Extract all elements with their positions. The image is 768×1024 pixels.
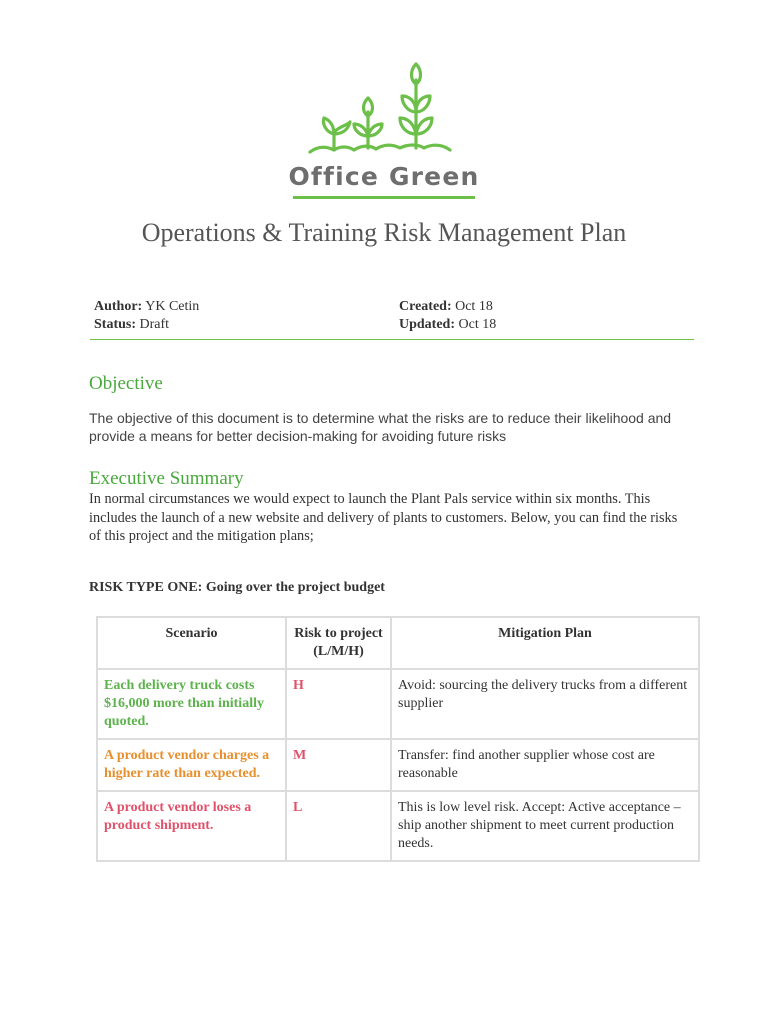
meta-right <box>399 298 496 334</box>
document-title: Operations & Training Risk Management Plan <box>141 218 627 247</box>
risk-table <box>96 616 700 862</box>
meta-divider <box>90 339 694 340</box>
header-scenario: Scenario <box>97 617 286 669</box>
table-header-row <box>97 617 699 669</box>
risk-level-cell: H <box>286 669 391 739</box>
logo-wordmark: Office Green <box>288 162 480 191</box>
risk-type-description: Going over the project budget <box>205 580 385 595</box>
risk-level-cell: M <box>286 739 391 791</box>
mitigation-cell: Avoid: sourcing the delivery trucks from a different supplier <box>391 669 699 739</box>
scenario-cell: Each delivery truck costs $16,000 more than initially quoted. <box>97 669 286 739</box>
table-row <box>97 791 699 861</box>
objective-text: The objective of this document is to determine what the risks are to reduce their likelihood and provide a means for better decision-making for avoiding future risks <box>89 410 672 444</box>
table-row <box>97 669 699 739</box>
scenario-cell: A product vendor charges a higher rate than expected. <box>97 739 286 791</box>
author-value: YK Cetin <box>145 299 200 314</box>
table-row <box>97 739 699 791</box>
risk-level-cell: L <box>286 791 391 861</box>
plant-logo-icon <box>304 60 464 160</box>
meta-left <box>94 298 199 334</box>
status-label: Status: <box>94 317 137 332</box>
header-mitigation: Mitigation Plan <box>391 617 699 669</box>
mitigation-cell: This is low level risk. Accept: Active acceptance – ship another shipment to meet current production needs. <box>391 791 699 861</box>
executive-summary-text: In normal circumstances we would expect to launch the Plant Pals service within six months. This includes the launch of a new website and delivery of plants to customers. Below, you can find the risks of this project and the mitigation plans; <box>89 491 678 544</box>
objective-heading: Objective <box>89 373 163 394</box>
author-label: Author: <box>94 299 143 314</box>
mitigation-cell: Transfer: find another supplier whose cost are reasonable <box>391 739 699 791</box>
executive-summary-heading: Executive Summary <box>89 468 244 489</box>
created-value: Oct 18 <box>455 299 493 314</box>
risk-type-heading <box>89 580 385 596</box>
created-label: Created: <box>399 299 452 314</box>
scenario-cell: A product vendor loses a product shipment. <box>97 791 286 861</box>
updated-value: Oct 18 <box>458 317 497 332</box>
header-risk: Risk to project (L/M/H) <box>286 617 391 669</box>
risk-type-label: RISK TYPE ONE: <box>89 580 203 595</box>
logo <box>0 60 768 199</box>
updated-label: Updated: <box>399 317 456 332</box>
status-value: Draft <box>139 317 170 332</box>
logo-underline <box>293 196 475 199</box>
